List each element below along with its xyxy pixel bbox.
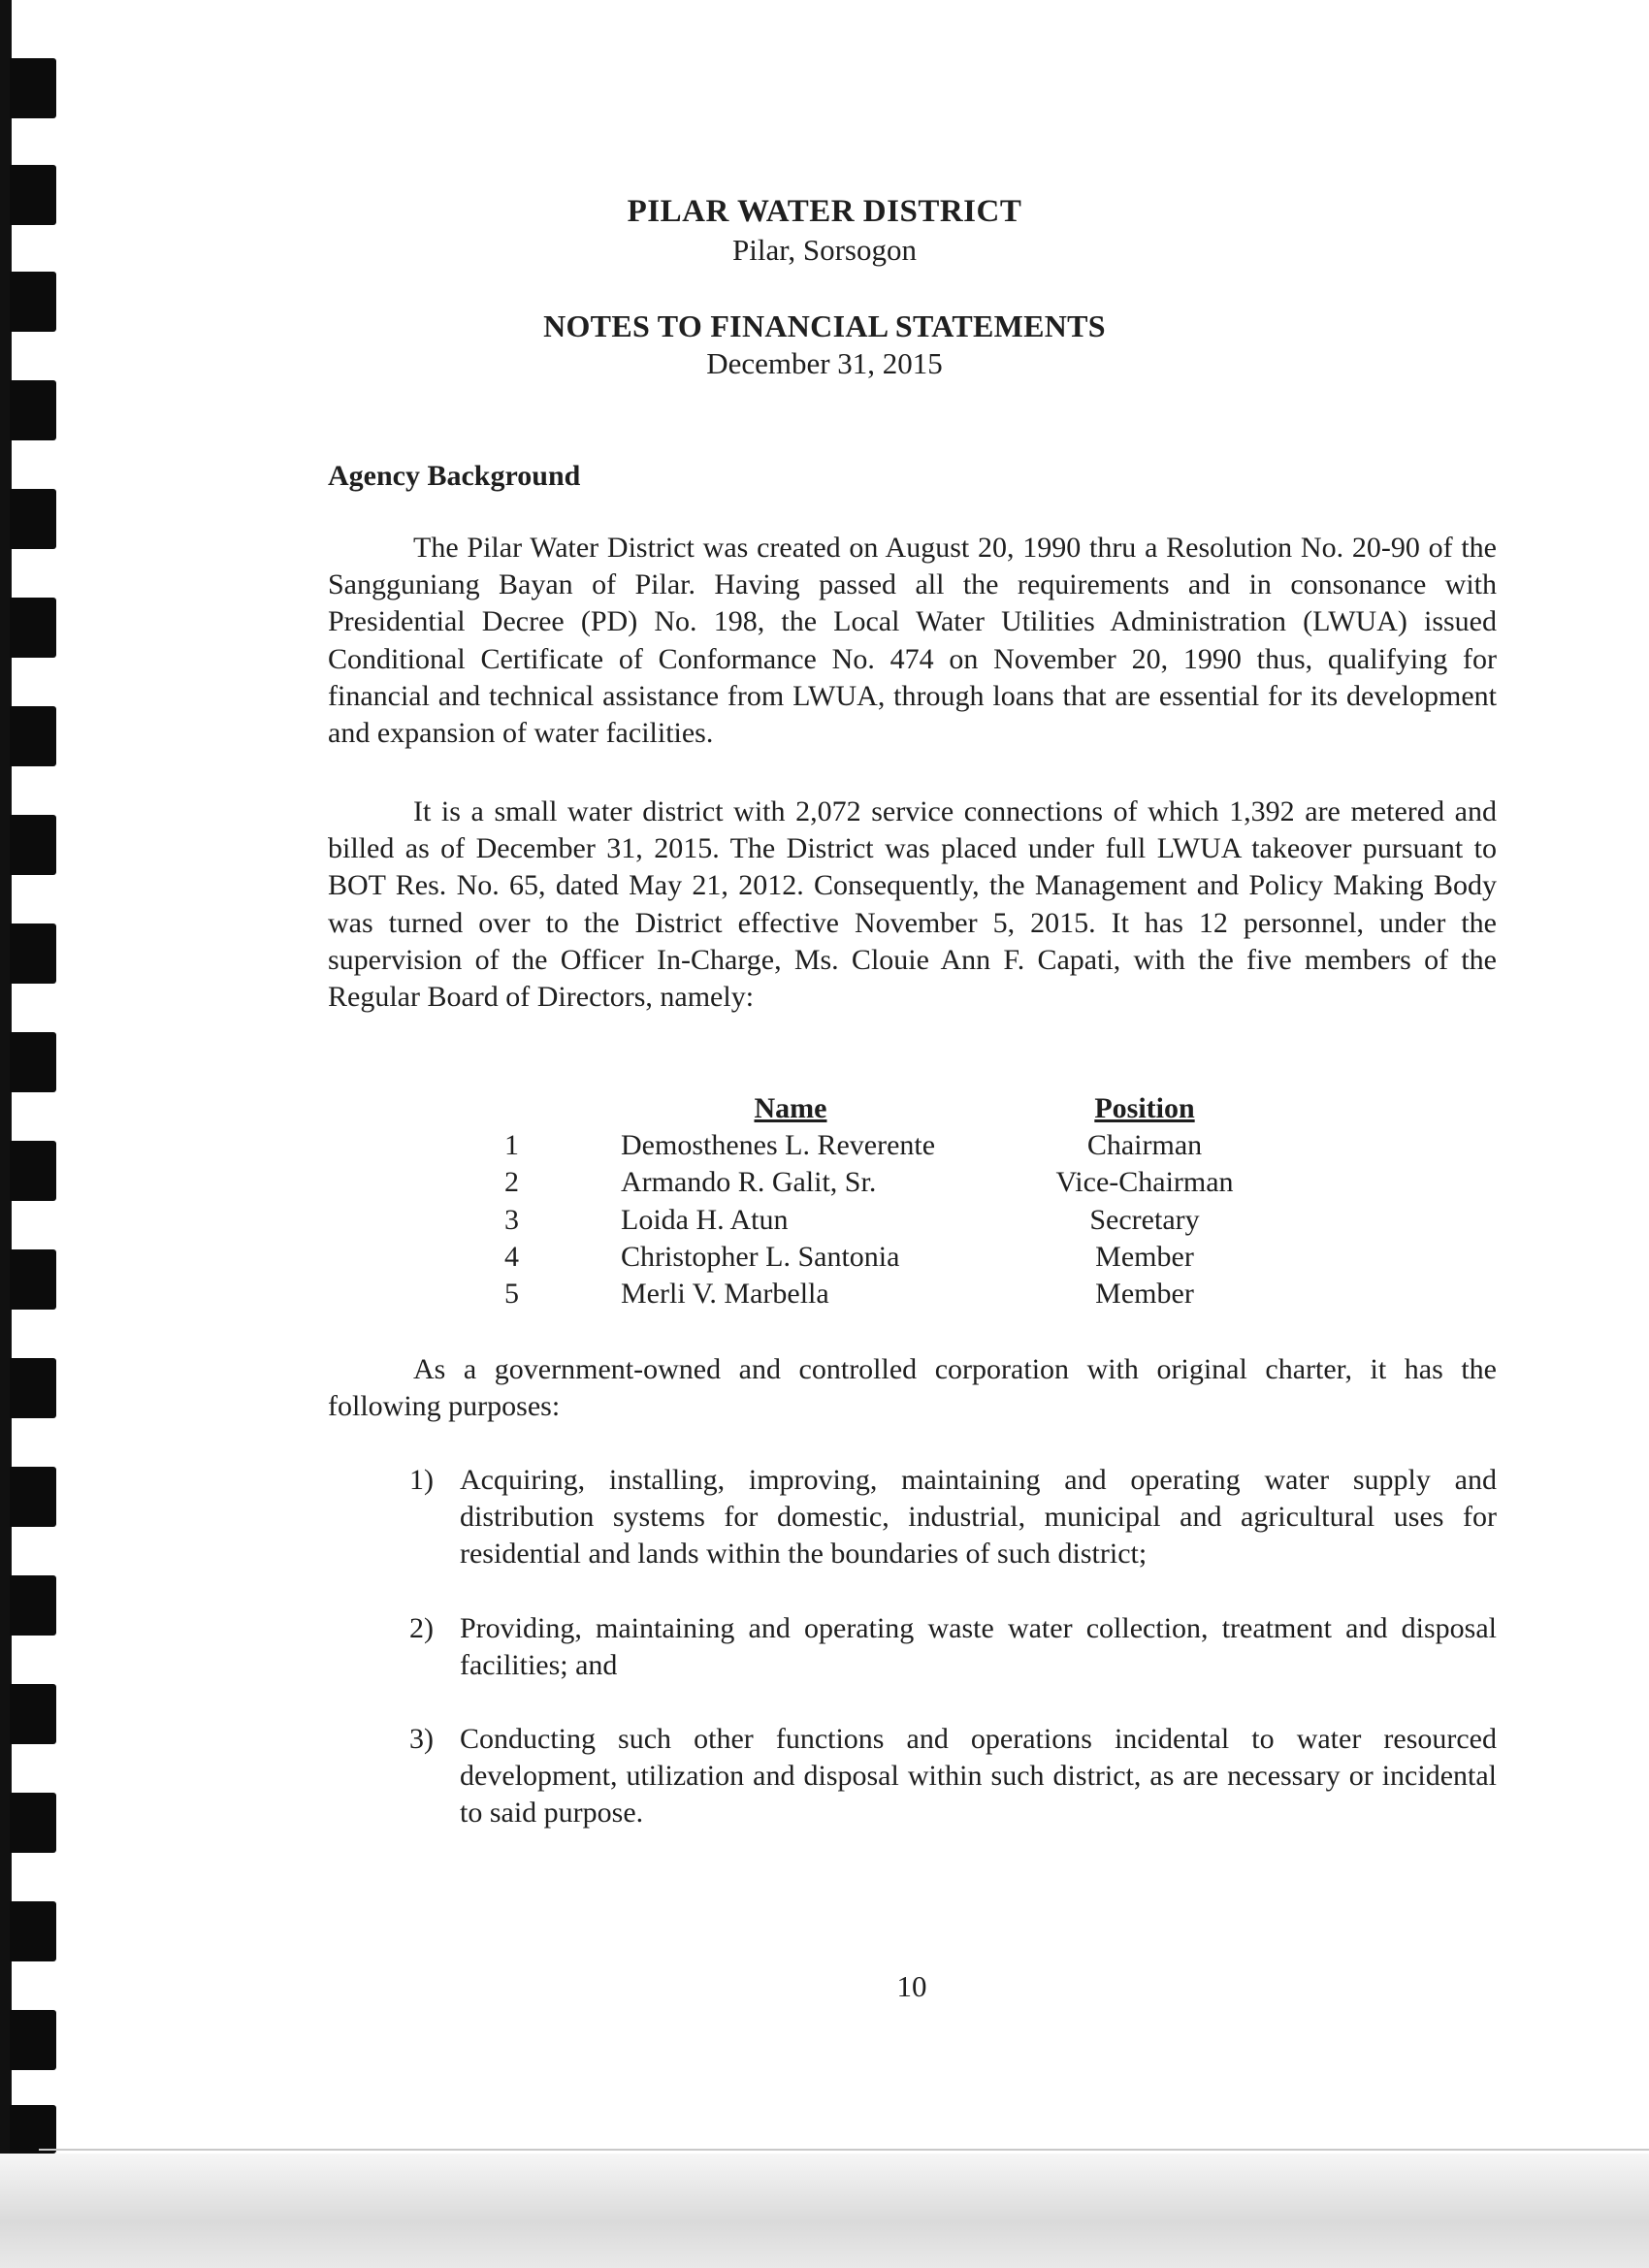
director-name: Merli V. Marbella xyxy=(621,1277,829,1310)
list-marker: 2) xyxy=(409,1611,434,1644)
paragraph-creation: The Pilar Water District was created on August 20, 1990 thru a Resolution No. 20-90 of the Sangguniang Bayan of Pilar. Having passed all the requirements and in consonance with Presidential Decree (PD) No. 198, the Local Water Utilities Administration (LWUA) issued Conditional Certificate of Conformance No. 474 on November 20, 1990 thus, qualifying for financial and technical assistance from LWUA, through loans that are essential for its development and expansion of water facilities. xyxy=(328,532,1497,750)
page-edge xyxy=(39,2149,1649,2151)
document-title: NOTES TO FINANCIAL STATEMENTS xyxy=(543,308,1106,343)
binding-tooth xyxy=(10,1141,56,1201)
binding-tooth xyxy=(10,923,56,984)
row-number: 1 xyxy=(504,1129,519,1162)
paragraph-district-profile: It is a small water district with 2,072 service connections of which 1,392 are metered and billed as of December 31, 2015. The District was placed under full LWUA takeover pursuant to BOT Res. No. 65, dated May 21, 2012. Consequently, the Management and Policy Making Body was turned over to the District effective November 5, 2015. It has 12 personnel, under the supervision of the Officer In-Charge, Ms. Clouie Ann F. Capati, with the five members of the Regular Board of Directors, namely: xyxy=(328,795,1497,1014)
org-location: Pilar, Sorsogon xyxy=(732,233,917,267)
director-position: Member xyxy=(1095,1277,1194,1310)
binding-tooth xyxy=(10,1032,56,1092)
row-number: 3 xyxy=(504,1203,519,1236)
row-number: 2 xyxy=(504,1166,519,1199)
director-name: Christopher L. Santonia xyxy=(621,1240,900,1273)
binding-tooth xyxy=(10,380,56,440)
list-item xyxy=(405,1462,1497,1573)
binding-tooth xyxy=(10,598,56,658)
purpose-text: Conducting such other functions and operations incidental to water resourced development, utilization and disposal within such district, as are necessary or incidental to said purpose. xyxy=(460,1723,1497,1830)
binding-tooth xyxy=(10,1793,56,1853)
list-marker: 1) xyxy=(409,1464,434,1496)
binding-tooth xyxy=(10,1467,56,1527)
director-position: Chairman xyxy=(1086,1129,1203,1162)
purpose-text: Acquiring, installing, improving, maintaining and operating water supply and distribution systems for domestic, industrial, municipal and agricultural uses for residential and lands within the boundaries of such district; xyxy=(460,1464,1497,1571)
row-number: 5 xyxy=(504,1277,519,1310)
board-header-name: Name xyxy=(754,1092,827,1124)
row-number: 4 xyxy=(504,1240,519,1273)
binding-tooth xyxy=(10,1901,56,1961)
document-date: December 31, 2015 xyxy=(706,346,943,380)
binding-tooth xyxy=(10,58,56,118)
binding-tooth xyxy=(10,1249,56,1310)
binding-tooth xyxy=(10,2105,56,2154)
page-number: 10 xyxy=(896,1969,927,2003)
director-position: Member xyxy=(1095,1240,1194,1273)
purpose-text: Providing, maintaining and operating waste water collection, treatment and disposal facilities; and xyxy=(460,1611,1497,1681)
org-name: PILAR WATER DISTRICT xyxy=(627,194,1022,229)
list-item xyxy=(405,1721,1497,1832)
binding-tooth xyxy=(10,815,56,875)
director-name: Loida H. Atun xyxy=(621,1203,789,1236)
director-name: Demosthenes L. Reverente xyxy=(621,1129,936,1162)
binding-tooth xyxy=(10,489,56,549)
list-marker: 3) xyxy=(409,1723,434,1756)
purposes-list xyxy=(405,1462,1497,1869)
binding-tooth xyxy=(10,2010,56,2070)
director-position: Secretary xyxy=(1089,1203,1200,1236)
board-header-position: Position xyxy=(1094,1092,1195,1124)
section-heading: Agency Background xyxy=(328,460,581,492)
binding-tooth xyxy=(10,706,56,766)
director-name: Armando R. Galit, Sr. xyxy=(621,1166,877,1199)
list-item xyxy=(405,1610,1497,1684)
binding-tooth xyxy=(10,1358,56,1418)
paragraph-purposes-intro: As a government-owned and controlled corporation with original charter, it has the following purposes: xyxy=(328,1353,1497,1423)
director-position: Vice-Chairman xyxy=(1055,1166,1234,1199)
binding-tooth xyxy=(10,1575,56,1636)
binding-tooth xyxy=(10,1684,56,1744)
scan-shadow xyxy=(0,2154,1649,2268)
